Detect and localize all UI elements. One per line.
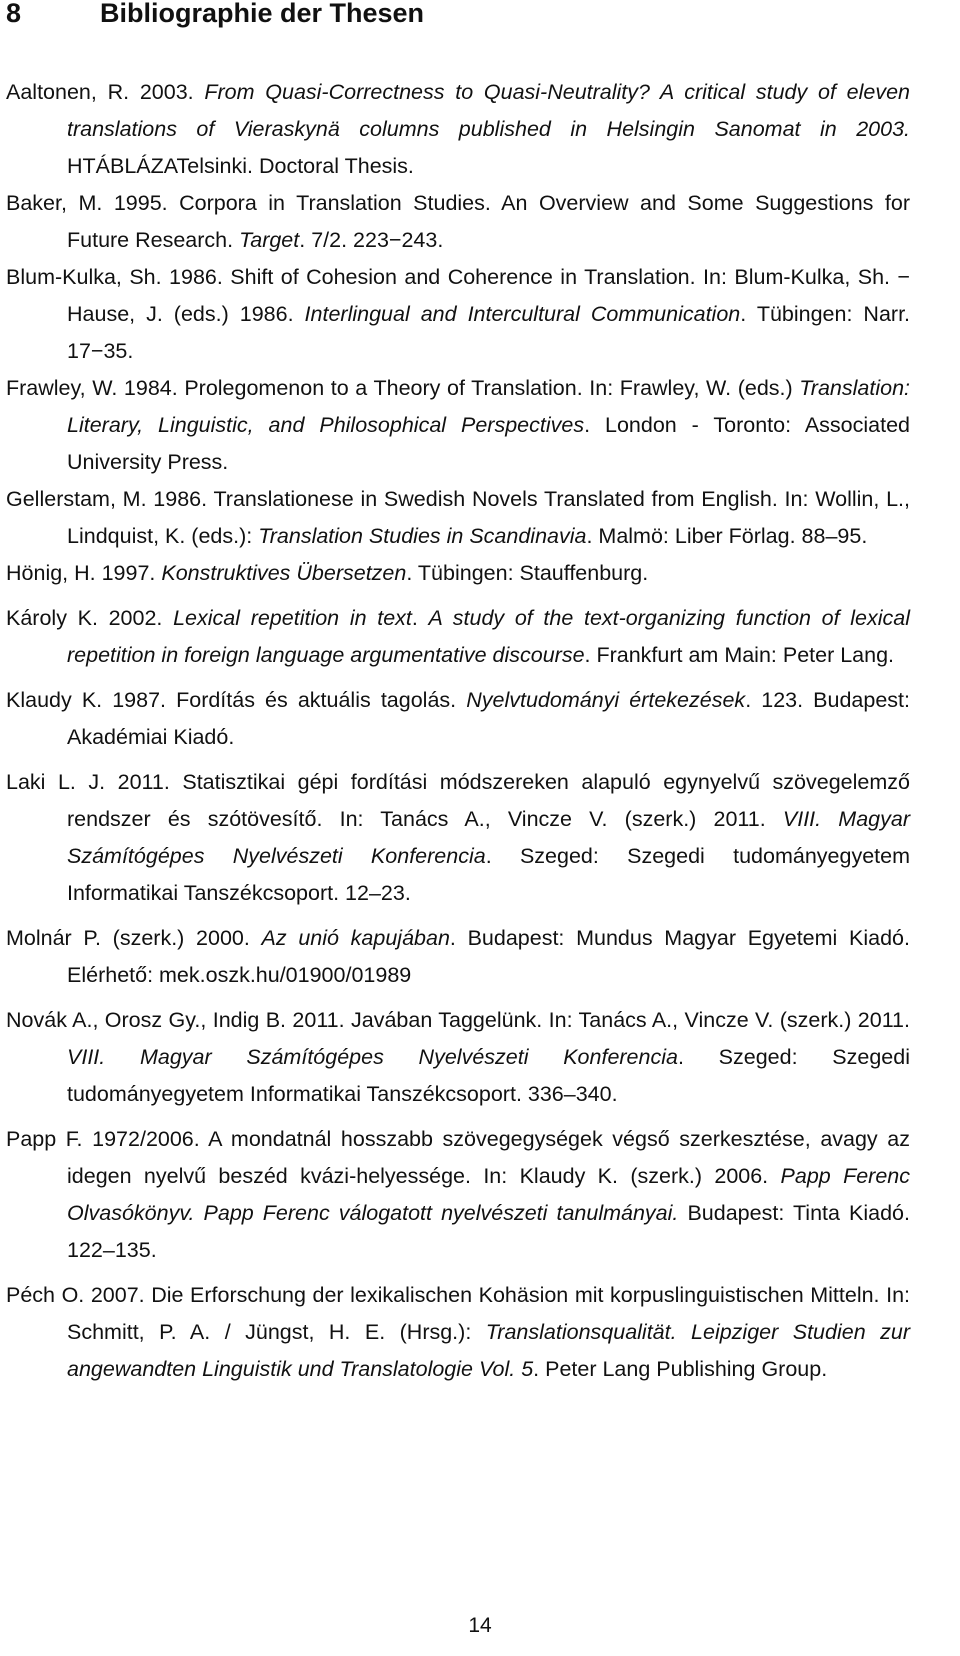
bibliography-entry (6, 764, 910, 912)
entry-title-italic: Konstruktives Übersetzen (161, 561, 407, 585)
entry-text: . London - Toronto: Associated University Press. (67, 413, 910, 474)
entry-text: Hönig, H. 1997. (6, 561, 162, 585)
entry-title-italic: From Quasi-Correctness to Quasi-Neutrality? A critical study of eleven translations of Vieraskynä columns published in Helsingin Sanomat in 2003. (67, 80, 911, 141)
entry-text: . 123. Budapest: Akadémiai Kiadó. (67, 688, 910, 749)
bibliography-entry (6, 920, 910, 994)
entry-text: Klaudy K. 1987. Fordítás és aktuális tagolás. (6, 688, 467, 712)
bibliography-entry (6, 600, 910, 674)
entry-title-italic: Translation: Literary, Linguistic, and Philosophical Perspectives (67, 376, 910, 437)
bibliography-entry (6, 259, 910, 370)
section-heading (6, 0, 424, 30)
entry-title-italic: VIII. Magyar Számítógépes Nyelvészeti Konferencia (67, 1045, 678, 1069)
entry-text: . Szeged: Szegedi tudományegyetem Informatikai Tanszékcsoport. 336–340. (67, 1045, 910, 1106)
entry-title-italic: Nyelvtudományi értekezések (466, 688, 746, 712)
entry-title-italic: Target (239, 228, 300, 252)
entry-text: HTÁBLÁZATelsinki. Doctoral Thesis. (67, 154, 414, 178)
section-title: Bibliographie der Thesen (100, 0, 425, 28)
entry-title-italic: Translation Studies in Scandinavia (258, 524, 587, 548)
bibliography-entry (6, 1121, 910, 1269)
bibliography-entry (6, 1277, 910, 1388)
entry-text: . Szeged: Szegedi tudományegyetem Informatikai Tanszékcsoport. 12–23. (67, 844, 910, 905)
entry-text: Molnár P. (szerk.) 2000. (6, 926, 262, 950)
entry-text: . Peter Lang Publishing Group. (533, 1357, 828, 1381)
entry-text: Gellerstam, M. 1986. Translationese in Swedish Novels Translated from English. In: Wollin, L., Lindquist, K. (eds.): (6, 487, 910, 548)
entry-text: Novák A., Orosz Gy., Indig B. 2011. Javában Taggelünk. In: Tanács A., Vincze V. (szerk.) 2011. (6, 1008, 910, 1032)
entry-text: Papp F. 1972/2006. A mondatnál hosszabb szövegegységek végső szerkesztése, avagy az idegen nyelvű beszéd kvázi-helyessége. In: Klaudy K. (szerk.) 2006. (6, 1127, 910, 1188)
entry-title-italic: Interlingual and Intercultural Communication (304, 302, 741, 326)
entry-title-italic: A study of the text-organizing function of lexical repetition in foreign language argumentative discourse (67, 606, 911, 667)
entry-text: Baker, M. 1995. Corpora in Translation Studies. An Overview and Some Suggestions for Future Research. (6, 191, 910, 252)
entry-text: . Frankfurt am Main: Peter Lang. (584, 643, 895, 667)
entry-text: Laki L. J. 2011. Statisztikai gépi fordítási módszereken alapuló egynyelvű szövegelemző rendszer és szótövesítő. In: Tanács A., Vincze V. (szerk.) 2011. (6, 770, 910, 831)
entry-text: . Malmö: Liber Förlag. 88–95. (586, 524, 868, 548)
bibliography-entry (6, 74, 910, 185)
bibliography-entry (6, 185, 910, 259)
entry-text: . 7/2. 223−243. (299, 228, 444, 252)
entry-text: Károly K. 2002. (6, 606, 174, 630)
entry-title-italic: Translationsqualität. Leipziger Studien zur angewandten Linguistik und Translatologie Vol. 5 (67, 1320, 910, 1381)
bibliography-entry (6, 370, 910, 481)
entry-title-italic: Az unió kapujában (261, 926, 450, 950)
bibliography-entry (6, 1002, 910, 1113)
entry-text: . Tübingen: Narr. 17−35. (67, 302, 911, 363)
entry-title-italic: VIII. Magyar Számítógépes Nyelvészeti Konferencia (67, 807, 910, 868)
section-number: 8 (6, 0, 22, 28)
entry-text: Frawley, W. 1984. Prolegomenon to a Theory of Translation. In: Frawley, W. (eds.) (6, 376, 800, 400)
entry-title-italic: Papp Ferenc Olvasókönyv. Papp Ferenc válogatott nyelvészeti tanulmányai. (67, 1164, 910, 1225)
bibliography-entry (6, 555, 910, 592)
entry-title-italic: Lexical repetition in text (173, 606, 412, 630)
entry-text: . Budapest: Mundus Magyar Egyetemi Kiadó. Elérhető: mek.oszk.hu/01900/01989 (67, 926, 910, 987)
bibliography-list (6, 74, 910, 1388)
entry-text: Aaltonen, R. 2003. (6, 80, 205, 104)
entry-text: . (411, 606, 429, 630)
entry-text: Budapest: Tinta Kiadó. 122–135. (67, 1201, 910, 1262)
entry-text: Blum-Kulka, Sh. 1986. Shift of Cohesion and Coherence in Translation. In: Blum-Kulka, Sh. − Hause, J. (eds.) 1986. (6, 265, 910, 326)
entry-text: . Tübingen: Stauffenburg. (406, 561, 649, 585)
bibliography-entry (6, 481, 910, 555)
entry-text: Péch O. 2007. Die Erforschung der lexikalischen Kohäsion mit korpuslinguistischen Mitteln. In: Schmitt, P. A. / Jüngst, H. E. (Hrsg.): (6, 1283, 910, 1344)
bibliography-entry (6, 682, 910, 756)
page-number: 14 (468, 1614, 492, 1637)
